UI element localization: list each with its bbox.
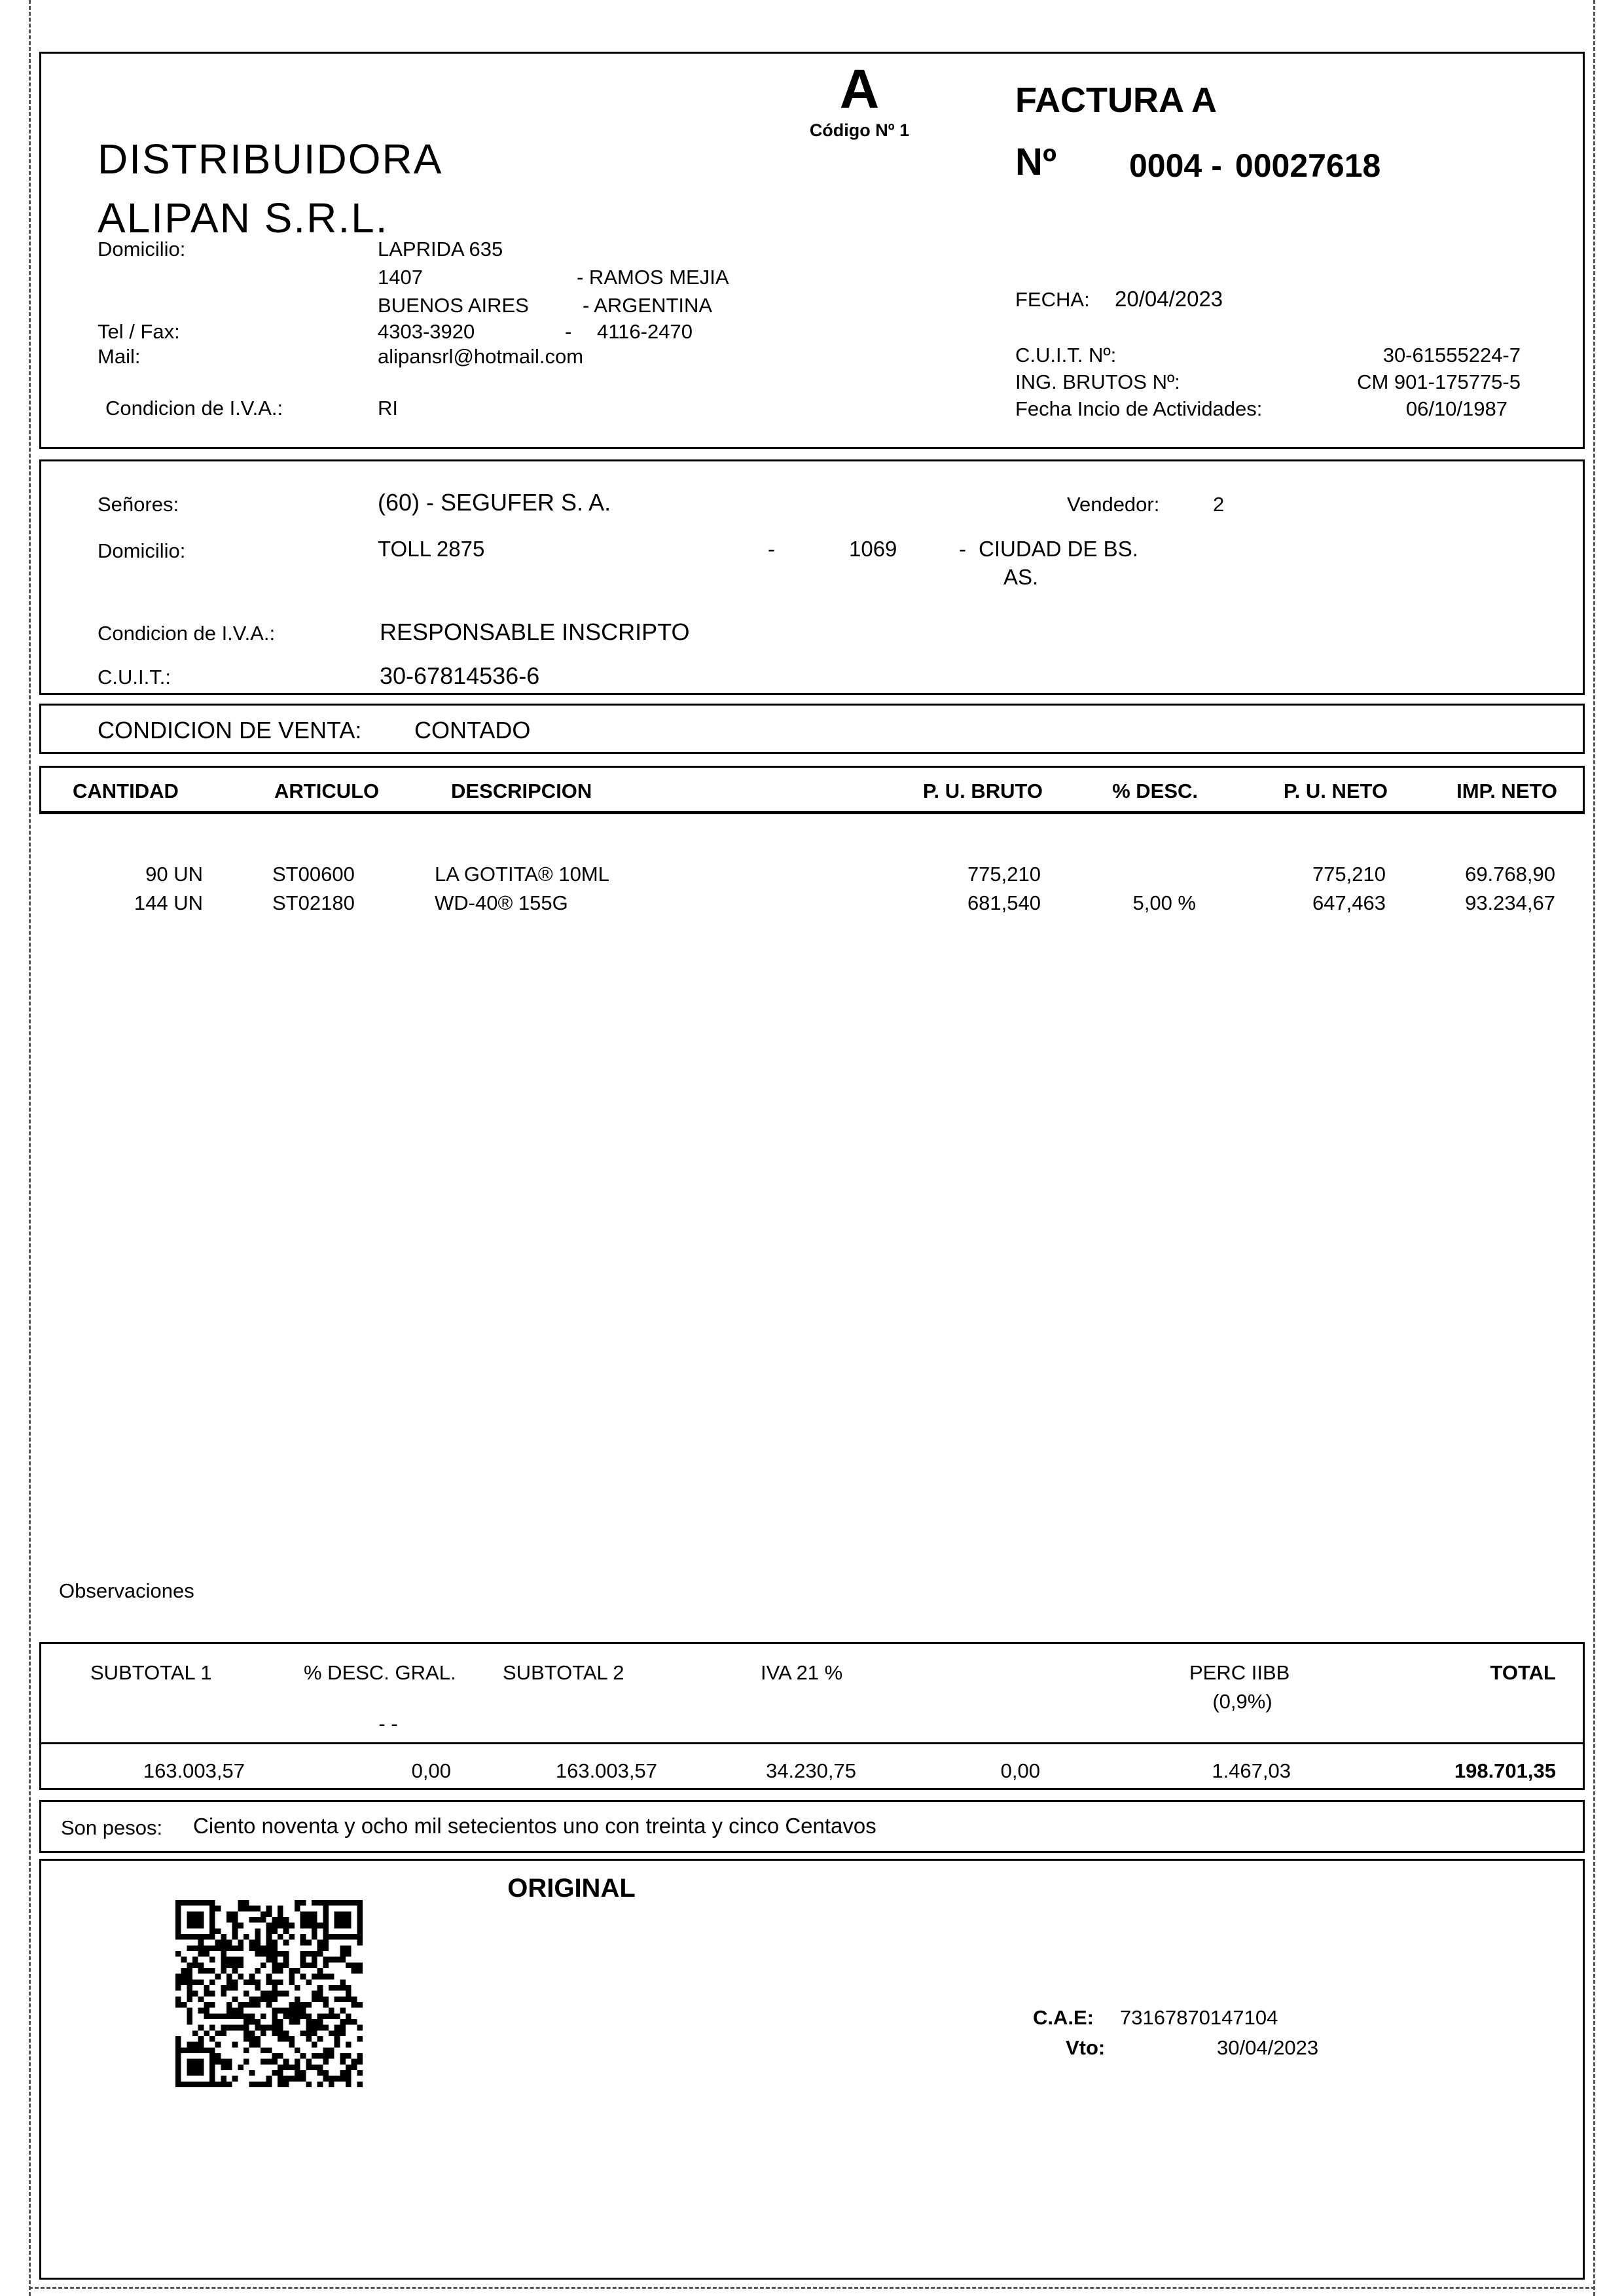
item-articulo: ST00600 bbox=[272, 863, 355, 886]
company-mail-label: Mail: bbox=[98, 345, 141, 368]
copy-type-label: ORIGINAL bbox=[507, 1874, 636, 1903]
item-imp-neto: 69.768,90 bbox=[1465, 863, 1555, 886]
amount-words-box bbox=[39, 1800, 1585, 1853]
footer-box bbox=[39, 1859, 1585, 2280]
cae-label: C.A.E: bbox=[1033, 2006, 1094, 2029]
total-label-iva: IVA 21 % bbox=[761, 1661, 843, 1684]
total-label-total: TOTAL bbox=[1490, 1661, 1556, 1684]
col-header-descripcion: DESCRIPCION bbox=[451, 780, 592, 802]
col-header-articulo: ARTICULO bbox=[274, 780, 380, 802]
client-cuit-label: C.U.I.T.: bbox=[98, 666, 171, 689]
total-value-desc-gral: 0,00 bbox=[411, 1759, 451, 1782]
total-label-subtotal1: SUBTOTAL 1 bbox=[90, 1661, 212, 1684]
observaciones-label: Observaciones bbox=[59, 1579, 194, 1602]
item-desc: 5,00 % bbox=[1132, 891, 1196, 914]
inicio-actividades-label: Fecha Incio de Actividades: bbox=[1015, 397, 1263, 420]
client-iva-label: Condicion de I.V.A.: bbox=[98, 622, 276, 645]
perforation-right bbox=[1593, 0, 1595, 2296]
client-street: TOLL 2875 bbox=[378, 537, 485, 561]
total-label-desc-gral: % DESC. GRAL. bbox=[304, 1661, 456, 1684]
invoice-number-prefix: 0004 bbox=[1129, 147, 1202, 184]
client-sep2: - bbox=[959, 537, 966, 561]
client-city-line2: AS. bbox=[1003, 565, 1039, 589]
client-iva-value: RESPONSABLE INSCRIPTO bbox=[380, 619, 690, 645]
header-box bbox=[39, 52, 1585, 449]
condicion-venta-value: CONTADO bbox=[414, 717, 531, 744]
company-telfax-label: Tel / Fax: bbox=[98, 320, 180, 343]
invoice-number-value: 00027618 bbox=[1235, 147, 1381, 184]
total-value-total: 198.701,35 bbox=[1454, 1759, 1556, 1782]
total-label-perc-iibb: PERC IIBB bbox=[1189, 1661, 1290, 1684]
client-box bbox=[39, 459, 1585, 695]
fecha-label: FECHA: bbox=[1015, 288, 1090, 311]
fecha-value: 20/04/2023 bbox=[1115, 287, 1223, 311]
totals-divider bbox=[41, 1742, 1583, 1744]
perforation-bottom bbox=[29, 2287, 1595, 2289]
item-pu-neto: 775,210 bbox=[1312, 863, 1386, 886]
vendedor-label: Vendedor: bbox=[1067, 493, 1160, 516]
item-pu-neto: 647,463 bbox=[1312, 891, 1386, 914]
invoice-number-label: Nº bbox=[1015, 141, 1057, 183]
col-header-pu-neto: P. U. NETO bbox=[1283, 780, 1388, 802]
total-label-subtotal2: SUBTOTAL 2 bbox=[503, 1661, 624, 1684]
client-city-line1: CIUDAD DE BS. bbox=[979, 537, 1138, 561]
items-header-box bbox=[39, 766, 1585, 814]
perc-iibb-rate: (0,9%) bbox=[1212, 1690, 1272, 1713]
item-descripcion: WD-40® 155G bbox=[435, 891, 568, 914]
total-value-subtotal1: 163.003,57 bbox=[143, 1759, 245, 1782]
client-cuit-value: 30-67814536-6 bbox=[380, 662, 540, 689]
vto-value: 30/04/2023 bbox=[1217, 2036, 1319, 2059]
iibb-label: ING. BRUTOS Nº: bbox=[1015, 370, 1180, 393]
condicion-venta-label: CONDICION DE VENTA: bbox=[98, 717, 362, 744]
client-domicilio-label: Domicilio: bbox=[98, 539, 186, 562]
company-fax: 4116-2470 bbox=[597, 320, 693, 343]
total-value-perc-iibb: 1.467,03 bbox=[1212, 1759, 1291, 1782]
inicio-actividades-value: 06/10/1987 bbox=[1405, 397, 1507, 420]
doc-type-code: Código Nº 1 bbox=[809, 120, 910, 140]
company-name-line1: DISTRIBUIDORA bbox=[98, 135, 443, 183]
company-mail: alipansrl@hotmail.com bbox=[378, 345, 584, 368]
invoice-title: FACTURA A bbox=[1015, 81, 1217, 120]
doc-type-letter: A bbox=[839, 58, 880, 120]
totals-box bbox=[39, 1642, 1585, 1790]
senores-value: (60) - SEGUFER S. A. bbox=[378, 489, 611, 516]
vto-label: Vto: bbox=[1066, 2036, 1106, 2059]
company-iva-label: Condicion de I.V.A.: bbox=[105, 397, 283, 420]
son-pesos-label: Son pesos: bbox=[61, 1816, 163, 1839]
company-tel: 4303-3920 bbox=[378, 320, 475, 343]
iibb-value: CM 901-175775-5 bbox=[1357, 370, 1521, 393]
perforation-left bbox=[29, 0, 31, 2296]
company-address-province: BUENOS AIRES bbox=[378, 294, 529, 317]
item-row bbox=[39, 863, 1585, 890]
son-pesos-text: Ciento noventa y ocho mil setecientos uno con treinta y cinco Centavos bbox=[193, 1814, 876, 1838]
col-header-imp-neto: IMP. NETO bbox=[1456, 780, 1557, 802]
senores-label: Señores: bbox=[98, 493, 179, 516]
company-name-line2: ALIPAN S.R.L. bbox=[98, 194, 389, 242]
col-header-pu-bruto: P. U. BRUTO bbox=[922, 780, 1043, 802]
col-header-desc: % DESC. bbox=[1112, 780, 1198, 802]
company-iva-value: RI bbox=[378, 397, 398, 420]
desc-gral-placeholder: - - bbox=[378, 1712, 398, 1735]
col-header-cantidad: CANTIDAD bbox=[73, 780, 179, 802]
company-domicilio-label: Domicilio: bbox=[98, 238, 186, 260]
client-sep1: - bbox=[768, 537, 775, 561]
total-value-perc-iva: 0,00 bbox=[1000, 1759, 1040, 1782]
condicion-venta-box bbox=[39, 704, 1585, 754]
item-cantidad: 90 UN bbox=[145, 863, 203, 886]
client-cp: 1069 bbox=[849, 537, 897, 561]
cae-value: 73167870147104 bbox=[1120, 2006, 1278, 2029]
item-descripcion: LA GOTITA® 10ML bbox=[435, 863, 609, 886]
qr-code bbox=[175, 1900, 363, 2087]
company-cuit-value: 30-61555224-7 bbox=[1382, 344, 1521, 367]
item-pu-bruto: 775,210 bbox=[967, 863, 1041, 886]
company-tel-sep: - bbox=[565, 320, 572, 343]
item-articulo: ST02180 bbox=[272, 891, 355, 914]
company-address-number: 1407 bbox=[378, 266, 423, 289]
company-address-country: - ARGENTINA bbox=[583, 294, 713, 317]
company-address-city: - RAMOS MEJIA bbox=[577, 266, 729, 289]
company-cuit-label: C.U.I.T. Nº: bbox=[1015, 344, 1117, 367]
vendedor-value: 2 bbox=[1213, 493, 1225, 516]
company-address-street: LAPRIDA 635 bbox=[378, 238, 503, 260]
item-cantidad: 144 UN bbox=[134, 891, 203, 914]
item-imp-neto: 93.234,67 bbox=[1465, 891, 1555, 914]
item-row bbox=[39, 891, 1585, 919]
company-name bbox=[98, 130, 442, 247]
item-pu-bruto: 681,540 bbox=[967, 891, 1041, 914]
invoice-number bbox=[1129, 147, 1380, 185]
total-value-iva: 34.230,75 bbox=[766, 1759, 856, 1782]
total-value-subtotal2: 163.003,57 bbox=[555, 1759, 657, 1782]
invoice-number-sep: - bbox=[1211, 147, 1222, 184]
